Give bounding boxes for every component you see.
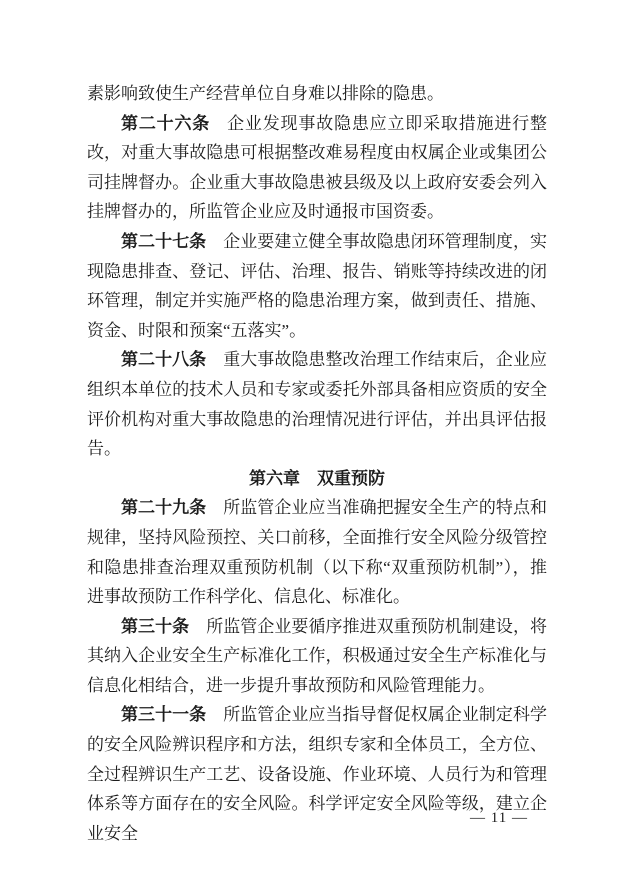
- article-26: [87, 109, 547, 227]
- article-27-text: 企业要建立健全事故隐患闭环管理制度，实现隐患排查、登记、评估、治理、报告、销账等持续改进的闭环管理，制定并实施严格的隐患治理方案，做到责任、措施、资金、时限和预案“五落实”。: [87, 231, 548, 340]
- article-30-text: 所监管企业要循序推进双重预防机制建设，将其纳入企业安全生产标准化工作，积极通过安全生产标准化与信息化相结合，进一步提升事故预防和风险管理能力。: [87, 616, 548, 695]
- article-28-text: 重大事故隐患整改治理工作结束后，企业应组织本单位的技术人员和专家或委托外部具备相应资质的安全评价机构对重大事故隐患的治理情况进行评估，并出具评估报告。: [87, 350, 548, 459]
- article-30-number: 第三十条: [121, 616, 190, 636]
- article-27: [87, 227, 547, 345]
- article-29-text: 所监管企业应当准确把握安全生产的特点和规律，坚持风险预控、关口前移，全面推行安全风险分级管控和隐患排查治理双重预防机制（以下称“双重预防机制”），推进事故预防工作科学化、信息化、标准化。: [87, 498, 548, 607]
- article-31-number: 第三十一条: [121, 705, 207, 725]
- article-28-number: 第二十八条: [121, 350, 207, 370]
- article-29-number: 第二十九条: [121, 498, 207, 518]
- article-26-number: 第二十六条: [121, 113, 211, 133]
- paragraph-continuation: 素影响致使生产经营单位自身难以排除的隐患。: [87, 84, 444, 103]
- article-31-text: 所监管企业应当指导督促权属企业制定科学的安全风险辨识程序和方法，组织专家和全体员工，全方位、全过程辨识生产工艺、设备设施、作业环境、人员行为和管理体系等方面存在的安全风险。科学评定安全风险等级，建立企业安全: [87, 705, 548, 843]
- article-27-number: 第二十七条: [121, 231, 207, 251]
- chapter-heading: 第六章 双重预防: [249, 468, 385, 488]
- article-30: [87, 612, 547, 701]
- article-29: [87, 493, 547, 611]
- article-26-text: 企业发现事故隐患应立即采取措施进行整改，对重大事故隐患可根据整改难易程度由权属企业或集团公司挂牌督办。企业重大事故隐患被县级及以上政府安委会列入挂牌督办的，所监管企业应及时通报市国资委。: [87, 113, 548, 222]
- article-28: [87, 345, 547, 463]
- page-number: — 11 —: [470, 810, 528, 826]
- document-body: [87, 79, 547, 848]
